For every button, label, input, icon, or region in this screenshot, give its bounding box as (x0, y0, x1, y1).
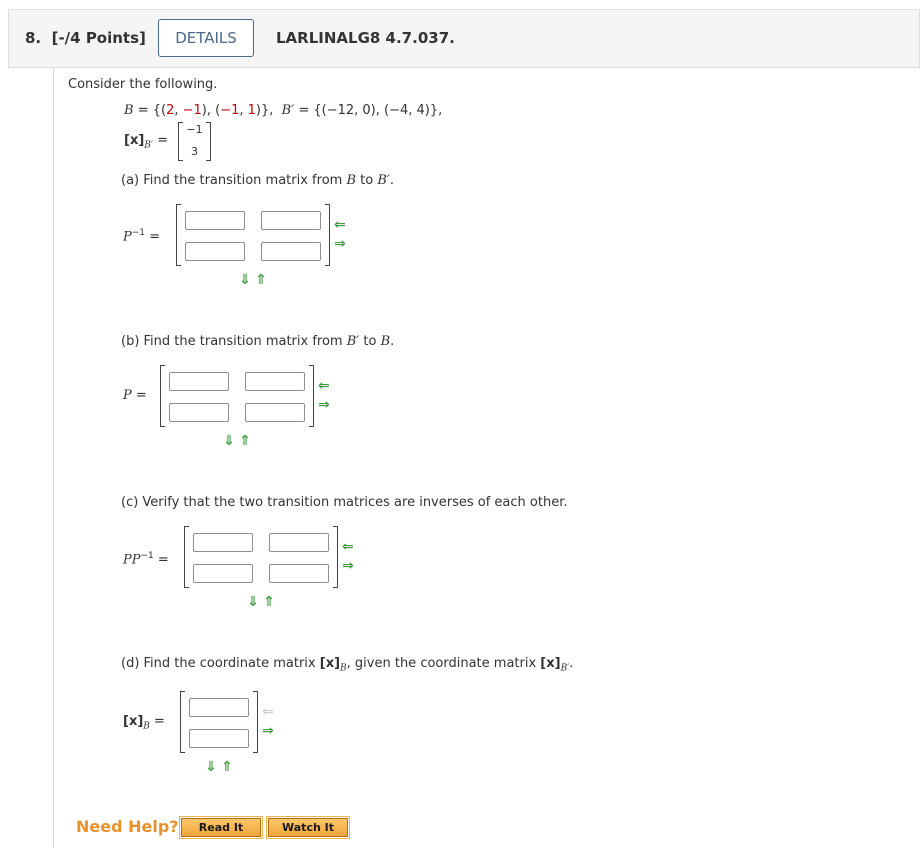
part-b-cell-r2c2[interactable] (245, 403, 305, 422)
matrix-left-bracket (180, 691, 185, 753)
add-column-icon[interactable]: ⇒ (262, 723, 274, 739)
part-a-cell-r1c1[interactable] (185, 211, 245, 230)
read-it-button[interactable]: Read It (181, 818, 261, 837)
part-d-cell-r2[interactable] (189, 729, 249, 748)
part-c-cell-r1c2[interactable] (269, 533, 329, 552)
add-column-icon[interactable]: ⇒ (342, 558, 354, 574)
part-c-matrix-label: $PP^{-1}$ = (123, 551, 169, 568)
matrix-right-bracket (325, 204, 330, 266)
part-c-cell-r2c2[interactable] (269, 564, 329, 583)
remove-column-icon[interactable]: ⇐ (342, 539, 354, 555)
remove-column-icon[interactable]: ⇐ (334, 217, 346, 233)
watch-it-button[interactable]: Watch It (268, 818, 348, 837)
part-a-matrix-label: $P^{-1}$ = (123, 228, 161, 245)
add-column-icon[interactable]: ⇒ (318, 397, 330, 413)
add-row-icon[interactable]: ⇓ (247, 594, 259, 610)
part-a-cell-r2c1[interactable] (185, 242, 245, 261)
part-b-matrix-label: P = (123, 388, 147, 403)
question-code: LARLINALG8 4.7.037. (276, 29, 455, 47)
matrix-right-bracket (309, 365, 314, 427)
content-left-rule (53, 68, 54, 848)
add-row-icon[interactable]: ⇓ (223, 433, 235, 449)
add-row-icon[interactable]: ⇓ (239, 272, 251, 288)
question-prompt: Consider the following. (68, 77, 218, 92)
question-number-and-points: 8. [-/4 Points] (25, 29, 146, 47)
x-bprime-vector (172, 119, 217, 163)
part-c-cell-r2c1[interactable] (193, 564, 253, 583)
vector-right-bracket (206, 122, 211, 161)
given-bases: B = {(2, −1), (−1, 1)}, B′ = {(−12, 0), (−4, 4)}, (124, 103, 443, 118)
remove-row-icon[interactable]: ⇑ (263, 594, 275, 610)
part-a-question: (a) Find the transition matrix from B to B′. (121, 173, 394, 188)
question-header (8, 9, 920, 68)
remove-row-icon[interactable]: ⇑ (221, 759, 233, 775)
vector-entry: −1 (186, 123, 203, 136)
part-d-matrix-label: $[x]_B$ = (123, 714, 165, 732)
matrix-left-bracket (184, 526, 189, 588)
matrix-left-bracket (176, 204, 181, 266)
matrix-right-bracket (333, 526, 338, 588)
remove-row-icon[interactable]: ⇑ (239, 433, 251, 449)
remove-column-icon[interactable]: ⇐ (318, 378, 330, 394)
part-c-cell-r1c1[interactable] (193, 533, 253, 552)
remove-column-icon: ⇐ (262, 704, 274, 720)
part-b-cell-r1c1[interactable] (169, 372, 229, 391)
part-a-cell-r2c2[interactable] (261, 242, 321, 261)
details-button[interactable]: DETAILS (158, 19, 254, 57)
vector-entry: 3 (191, 145, 198, 158)
part-b-question: (b) Find the transition matrix from B′ to B. (121, 334, 395, 349)
add-row-icon[interactable]: ⇓ (205, 759, 217, 775)
x-bprime-label: $[x]_{B'}$ = (124, 133, 168, 151)
need-help-label: Need Help? (76, 817, 179, 836)
matrix-right-bracket (253, 691, 258, 753)
part-d-question: (d) Find the coordinate matrix $[x]_B$, given the coordinate matrix $[x]_{B'}$. (121, 656, 574, 674)
part-c-question: (c) Verify that the two transition matrices are inverses of each other. (121, 495, 568, 510)
part-b-cell-r2c1[interactable] (169, 403, 229, 422)
part-d-cell-r1[interactable] (189, 698, 249, 717)
matrix-left-bracket (160, 365, 165, 427)
part-b-cell-r1c2[interactable] (245, 372, 305, 391)
add-column-icon[interactable]: ⇒ (334, 236, 346, 252)
remove-row-icon[interactable]: ⇑ (255, 272, 267, 288)
part-a-cell-r1c2[interactable] (261, 211, 321, 230)
